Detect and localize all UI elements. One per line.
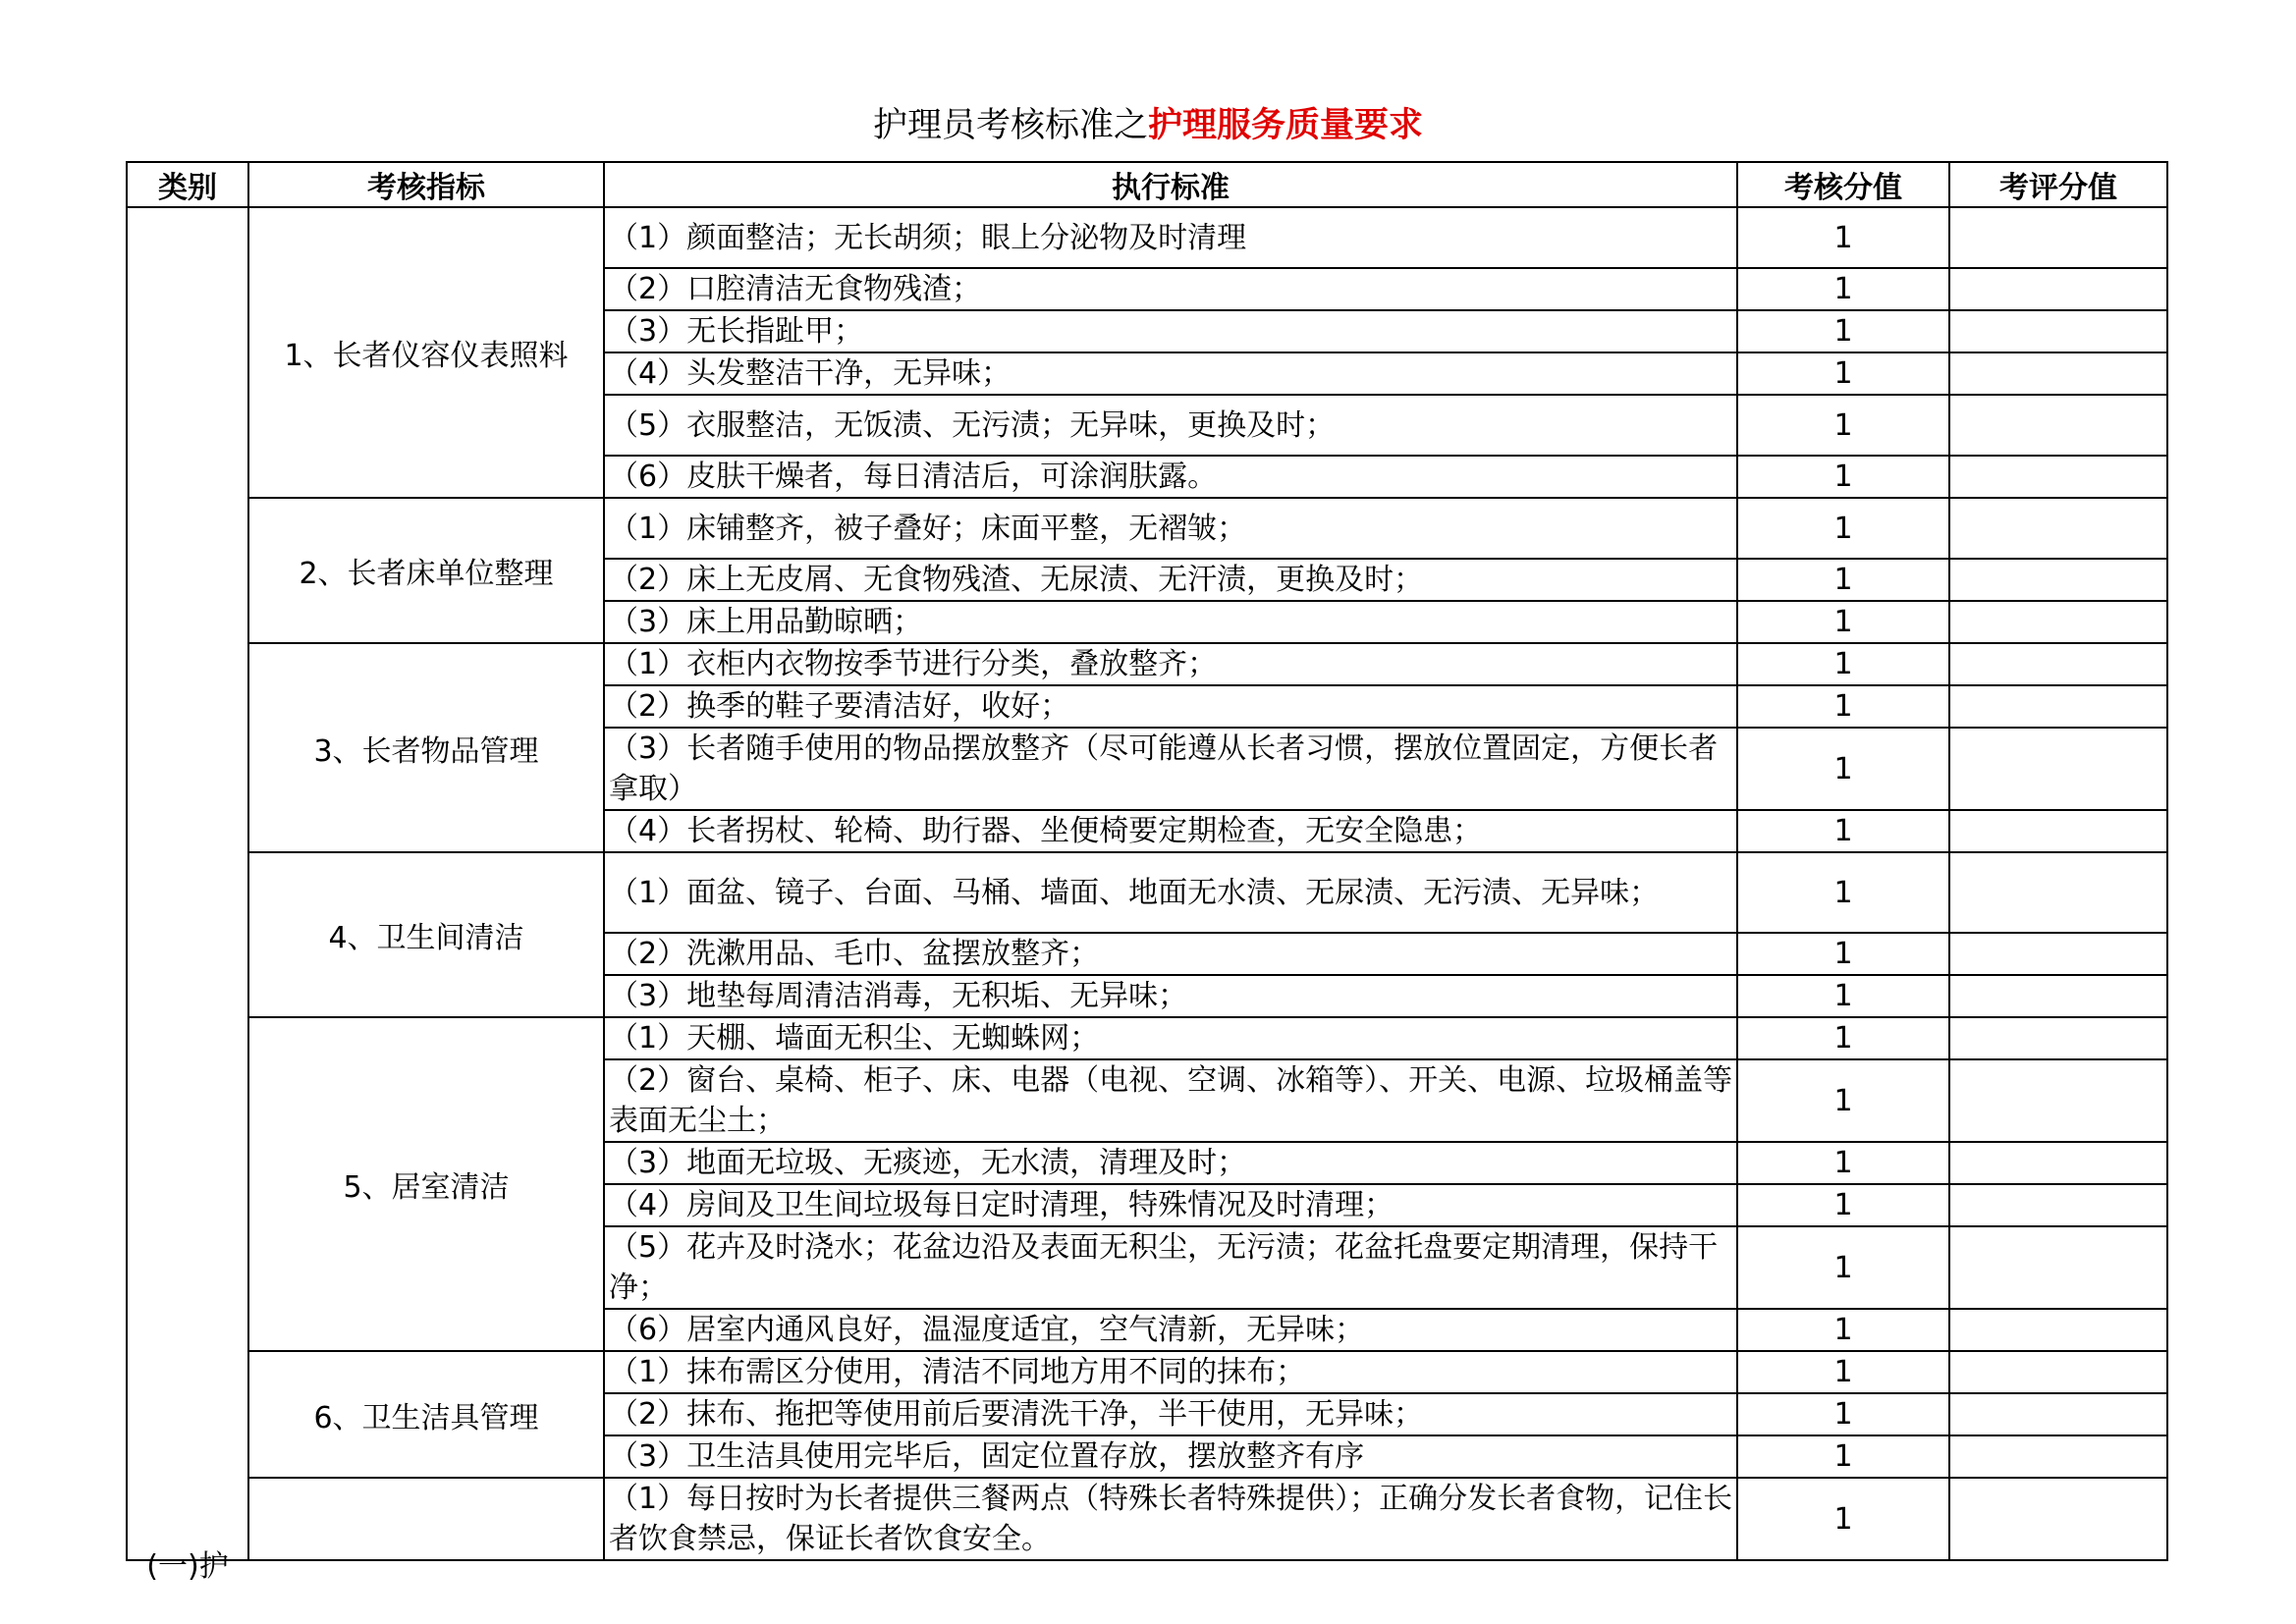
table-row [127,498,2167,559]
rating-cell[interactable] [1949,1351,2167,1393]
standard-cell: （2）抹布、拖把等使用前后要清洗干净，半干使用，无异味； [604,1393,1737,1435]
standard-cell: （1）床铺整齐，被子叠好；床面平整，无褶皱； [604,498,1737,559]
table-row [127,643,2167,685]
rating-cell[interactable] [1949,1435,2167,1478]
standard-cell: （2）床上无皮屑、无食物残渣、无尿渍、无汗渍，更换及时； [604,559,1737,601]
table-row [127,852,2167,933]
header-score: 考核分值 [1737,162,1949,207]
rating-cell[interactable] [1949,1478,2167,1560]
standard-cell: （2）换季的鞋子要清洁好，收好； [604,685,1737,728]
table-row [127,207,2167,268]
score-cell: 1 [1737,395,1949,456]
score-cell: 1 [1737,1184,1949,1226]
rating-cell[interactable] [1949,395,2167,456]
rating-cell[interactable] [1949,728,2167,810]
standard-cell: （4）长者拐杖、轮椅、助行器、坐便椅要定期检查，无安全隐患； [604,810,1737,852]
header-standard: 执行标准 [604,162,1737,207]
indicator-cell: 2、长者床单位整理 [248,498,604,643]
score-cell: 1 [1737,852,1949,933]
rating-cell[interactable] [1949,975,2167,1017]
indicator-cell [248,1478,604,1560]
rating-cell[interactable] [1949,1309,2167,1351]
category-label: (一)护 [146,1549,229,1584]
standard-cell: （5）衣服整洁，无饭渍、无污渍；无异味，更换及时； [604,395,1737,456]
standard-cell: （2）窗台、桌椅、柜子、床、电器（电视、空调、冰箱等）、开关、电源、垃圾桶盖等表面无尘土； [604,1059,1737,1142]
score-cell: 1 [1737,1017,1949,1059]
score-cell: 1 [1737,643,1949,685]
rating-cell[interactable] [1949,1142,2167,1184]
standard-cell: （1）每日按时为长者提供三餐两点（特殊长者特殊提供）；正确分发长者食物，记住长者饮食禁忌，保证长者饮食安全。 [604,1478,1737,1560]
standard-cell: （2）洗漱用品、毛巾、盆摆放整齐； [604,933,1737,975]
category-cell [127,207,248,1584]
score-cell: 1 [1737,310,1949,352]
score-cell: 1 [1737,1393,1949,1435]
score-cell: 1 [1737,810,1949,852]
score-cell: 1 [1737,728,1949,810]
score-cell: 1 [1737,601,1949,643]
standard-cell: （1）天棚、墙面无积尘、无蜘蛛网； [604,1017,1737,1059]
standard-cell: （3）地面无垃圾、无痰迹，无水渍，清理及时； [604,1142,1737,1184]
score-cell: 1 [1737,1142,1949,1184]
page-title [0,98,2296,153]
standard-cell: （1）颜面整洁；无长胡须；眼上分泌物及时清理 [604,207,1737,268]
header-rating: 考评分值 [1949,162,2167,207]
score-cell: 1 [1737,498,1949,559]
rating-cell[interactable] [1949,1184,2167,1226]
standard-cell: （2）口腔清洁无食物残渣； [604,268,1737,310]
indicator-cell: 6、卫生洁具管理 [248,1351,604,1478]
score-cell: 1 [1737,1435,1949,1478]
score-cell: 1 [1737,207,1949,268]
score-cell: 1 [1737,975,1949,1017]
table-row [127,1017,2167,1059]
standard-cell: （6）居室内通风良好，温湿度适宜，空气清新，无异味； [604,1309,1737,1351]
title-prefix: 护理员考核标准之 [872,106,1148,145]
title-highlight: 护理服务质量要求 [1148,106,1424,145]
score-cell: 1 [1737,559,1949,601]
standard-cell: （3）无长指趾甲； [604,310,1737,352]
score-cell: 1 [1737,933,1949,975]
table-row [127,1351,2167,1393]
assessment-table [126,161,2168,1584]
rating-cell[interactable] [1949,310,2167,352]
rating-cell[interactable] [1949,810,2167,852]
score-cell: 1 [1737,456,1949,498]
rating-cell[interactable] [1949,207,2167,268]
score-cell: 1 [1737,1226,1949,1309]
indicator-cell: 4、卫生间清洁 [248,852,604,1017]
standard-cell: （1）衣柜内衣物按季节进行分类，叠放整齐； [604,643,1737,685]
rating-cell[interactable] [1949,601,2167,643]
rating-cell[interactable] [1949,852,2167,933]
score-cell: 1 [1737,1351,1949,1393]
indicator-cell: 3、长者物品管理 [248,643,604,852]
indicator-cell: 1、长者仪容仪表照料 [248,207,604,498]
rating-cell[interactable] [1949,498,2167,559]
score-cell: 1 [1737,1309,1949,1351]
score-cell: 1 [1737,268,1949,310]
indicator-cell: 5、居室清洁 [248,1017,604,1351]
standard-cell: （4）房间及卫生间垃圾每日定时清理，特殊情况及时清理； [604,1184,1737,1226]
standard-cell: （1）面盆、镜子、台面、马桶、墙面、地面无水渍、无尿渍、无污渍、无异味； [604,852,1737,933]
table-row [127,1478,2167,1560]
rating-cell[interactable] [1949,1393,2167,1435]
rating-cell[interactable] [1949,1059,2167,1142]
rating-cell[interactable] [1949,1017,2167,1059]
standard-cell: （3）长者随手使用的物品摆放整齐（尽可能遵从长者习惯，摆放位置固定，方便长者拿取） [604,728,1737,810]
score-cell: 1 [1737,1059,1949,1142]
standard-cell: （3）卫生洁具使用完毕后，固定位置存放，摆放整齐有序 [604,1435,1737,1478]
rating-cell[interactable] [1949,933,2167,975]
score-cell: 1 [1737,685,1949,728]
standard-cell: （1）抹布需区分使用，清洁不同地方用不同的抹布； [604,1351,1737,1393]
standard-cell: （5）花卉及时浇水；花盆边沿及表面无积尘，无污渍；花盆托盘要定期清理，保持干净； [604,1226,1737,1309]
rating-cell[interactable] [1949,643,2167,685]
rating-cell[interactable] [1949,456,2167,498]
standard-cell: （3）床上用品勤晾晒； [604,601,1737,643]
rating-cell[interactable] [1949,685,2167,728]
score-cell: 1 [1737,352,1949,395]
table-body [127,207,2167,1584]
header-category: 类别 [127,162,248,207]
rating-cell[interactable] [1949,268,2167,310]
rating-cell[interactable] [1949,352,2167,395]
standard-cell: （4）头发整洁干净，无异味； [604,352,1737,395]
header-indicator: 考核指标 [248,162,604,207]
standard-cell: （3）地垫每周清洁消毒，无积垢、无异味； [604,975,1737,1017]
header-row [127,162,2167,207]
score-cell: 1 [1737,1478,1949,1560]
rating-cell[interactable] [1949,1226,2167,1309]
standard-cell: （6）皮肤干燥者，每日清洁后，可涂润肤露。 [604,456,1737,498]
rating-cell[interactable] [1949,559,2167,601]
